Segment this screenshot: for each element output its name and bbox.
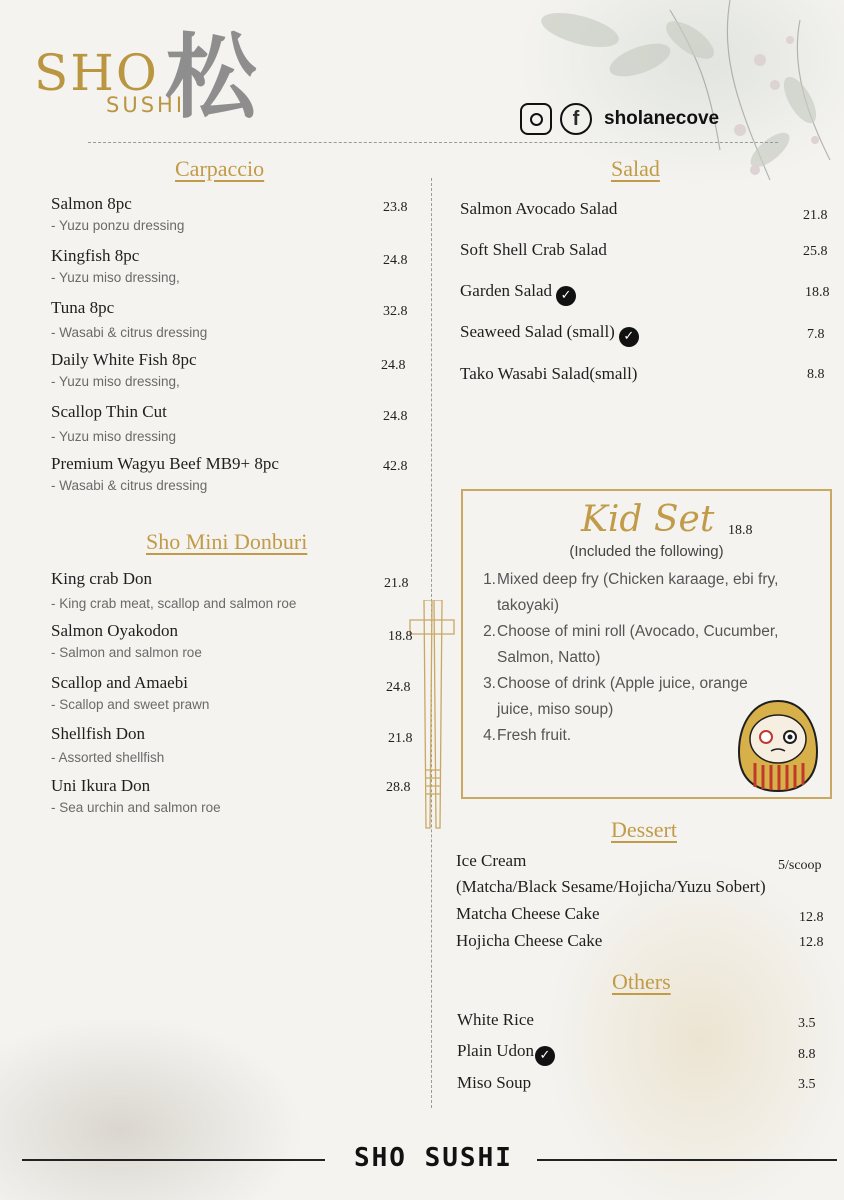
item-desc: - King crab meat, scallop and salmon roe	[51, 596, 297, 611]
item-desc: - Yuzu miso dressing,	[51, 270, 180, 285]
kid-set-subtitle: (Included the following)	[569, 543, 724, 560]
item-name: Salmon 8pc	[51, 194, 132, 213]
logo-kanji: 松	[165, 23, 258, 131]
item-name: Shellfish Don	[51, 724, 145, 743]
item-price: 7.8	[807, 327, 825, 342]
menu-item: Salmon Avocado Salad	[460, 199, 618, 218]
menu-item	[51, 298, 207, 340]
item-price: 12.8	[799, 910, 824, 925]
item-name: Daily White Fish 8pc	[51, 350, 197, 369]
list-text: Mixed deep fry (Chicken karaage, ebi fry, takoyaki)	[497, 571, 779, 614]
item-price: 12.8	[799, 935, 824, 950]
item-price: 32.8	[383, 304, 408, 319]
item-price: 24.8	[386, 680, 411, 695]
menu-item	[51, 673, 209, 712]
item-price: 28.8	[386, 780, 411, 795]
kid-set-price: 18.8	[728, 523, 753, 538]
item-desc: - Salmon and salmon roe	[51, 645, 202, 660]
menu-item: White Rice	[457, 1010, 534, 1029]
item-name: Uni Ikura Don	[51, 776, 151, 795]
menu-item: Matcha Cheese Cake	[456, 904, 600, 923]
item-price: 8.8	[807, 367, 825, 382]
logo-sho: SHO	[34, 44, 159, 102]
item-desc: - Scallop and sweet prawn	[51, 697, 210, 712]
menu-item	[51, 724, 164, 765]
item-name: Seaweed Salad (small)	[460, 322, 615, 341]
item-name: Salmon Oyakodon	[51, 621, 179, 640]
list-text: Choose of mini roll (Avocado, Cucumber, Salmon, Natto)	[497, 623, 779, 666]
item-name: Kingfish 8pc	[51, 246, 140, 265]
item-desc: - Assorted shellfish	[51, 750, 165, 765]
item-price: 21.8	[388, 731, 413, 746]
item-price: 3.5	[798, 1077, 816, 1092]
menu-item	[460, 322, 639, 347]
check-circle-icon: ✓	[535, 1046, 555, 1066]
list-number: 3.	[483, 675, 496, 692]
item-price: 3.5	[798, 1016, 816, 1031]
menu-item	[460, 281, 576, 306]
item-price: 21.8	[803, 208, 828, 223]
footer-rule-left	[22, 1159, 325, 1161]
item-price: 18.8	[805, 285, 830, 300]
item-price: 25.8	[803, 244, 828, 259]
list-text: Fresh fruit.	[497, 727, 572, 744]
social-links	[520, 103, 719, 135]
carpaccio-heading: Carpaccio	[175, 156, 265, 181]
list-number: 1.	[483, 571, 496, 588]
list-number: 2.	[483, 623, 496, 640]
item-price: 24.8	[383, 253, 408, 268]
menu-item: Soft Shell Crab Salad	[460, 240, 607, 259]
item-price: 42.8	[383, 459, 408, 474]
menu-item	[51, 350, 197, 389]
item-name: Tuna 8pc	[51, 298, 115, 317]
item-desc: - Yuzu miso dressing	[51, 429, 177, 444]
item-price: 18.8	[388, 629, 413, 644]
menu-item	[51, 776, 221, 815]
chopsticks-icon	[408, 600, 458, 830]
menu-item	[51, 402, 176, 444]
footer-brand: SHO SUSHI	[354, 1143, 513, 1173]
list-item	[481, 567, 821, 619]
item-desc: - Sea urchin and salmon roe	[51, 800, 221, 815]
donburi-heading: Sho Mini Donburi	[146, 529, 308, 554]
facebook-icon[interactable]: f	[560, 103, 592, 135]
menu-item: Tako Wasabi Salad(small)	[460, 364, 638, 383]
item-price: 23.8	[383, 200, 408, 215]
instagram-icon[interactable]	[520, 103, 552, 135]
item-name: Scallop and Amaebi	[51, 673, 188, 692]
menu-item	[51, 569, 296, 611]
salad-heading: Salad	[611, 156, 660, 181]
check-circle-icon: ✓	[619, 327, 639, 347]
item-price: 5/scoop	[778, 858, 822, 873]
item-name: King crab Don	[51, 569, 153, 588]
item-name: Scallop Thin Cut	[51, 402, 167, 421]
others-heading: Others	[612, 969, 671, 994]
daruma-doll-icon	[733, 697, 823, 795]
social-handle[interactable]: sholanecove	[604, 108, 720, 129]
item-name: Garden Salad	[460, 281, 553, 300]
menu-item: Ice Cream	[456, 851, 527, 870]
item-note: (Matcha/Black Sesame/Hojicha/Yuzu Sobert)	[456, 877, 766, 896]
menu-item: Miso Soup	[457, 1073, 532, 1092]
dessert-heading: Dessert	[611, 817, 677, 842]
item-desc: - Wasabi & citrus dressing	[51, 325, 208, 340]
header-divider	[88, 142, 778, 143]
item-name: Plain Udon	[457, 1041, 534, 1060]
item-price: 24.8	[383, 409, 408, 424]
menu-item: Hojicha Cheese Cake	[456, 931, 603, 950]
kid-set-title: Kid Set	[581, 499, 715, 540]
item-price: 21.8	[384, 576, 409, 591]
menu-item	[51, 454, 279, 493]
menu-item	[51, 246, 180, 285]
item-name: Premium Wagyu Beef MB9+ 8pc	[51, 454, 279, 473]
list-text: Choose of drink (Apple juice, orange juice, miso soup)	[497, 675, 748, 718]
item-price: 24.8	[381, 358, 406, 373]
kid-set-box	[461, 489, 832, 799]
menu-item	[51, 621, 202, 660]
menu-item	[51, 194, 184, 233]
footer-rule-right	[537, 1159, 837, 1161]
logo-sushi: SUSHI	[106, 93, 186, 117]
item-desc: - Wasabi & citrus dressing	[51, 478, 208, 493]
item-desc: - Yuzu ponzu dressing	[51, 218, 185, 233]
list-item	[481, 619, 821, 671]
item-desc: - Yuzu miso dressing,	[51, 374, 180, 389]
item-price: 8.8	[798, 1047, 816, 1062]
check-circle-icon: ✓	[556, 286, 576, 306]
list-number: 4.	[483, 727, 496, 744]
menu-item	[457, 1041, 555, 1066]
